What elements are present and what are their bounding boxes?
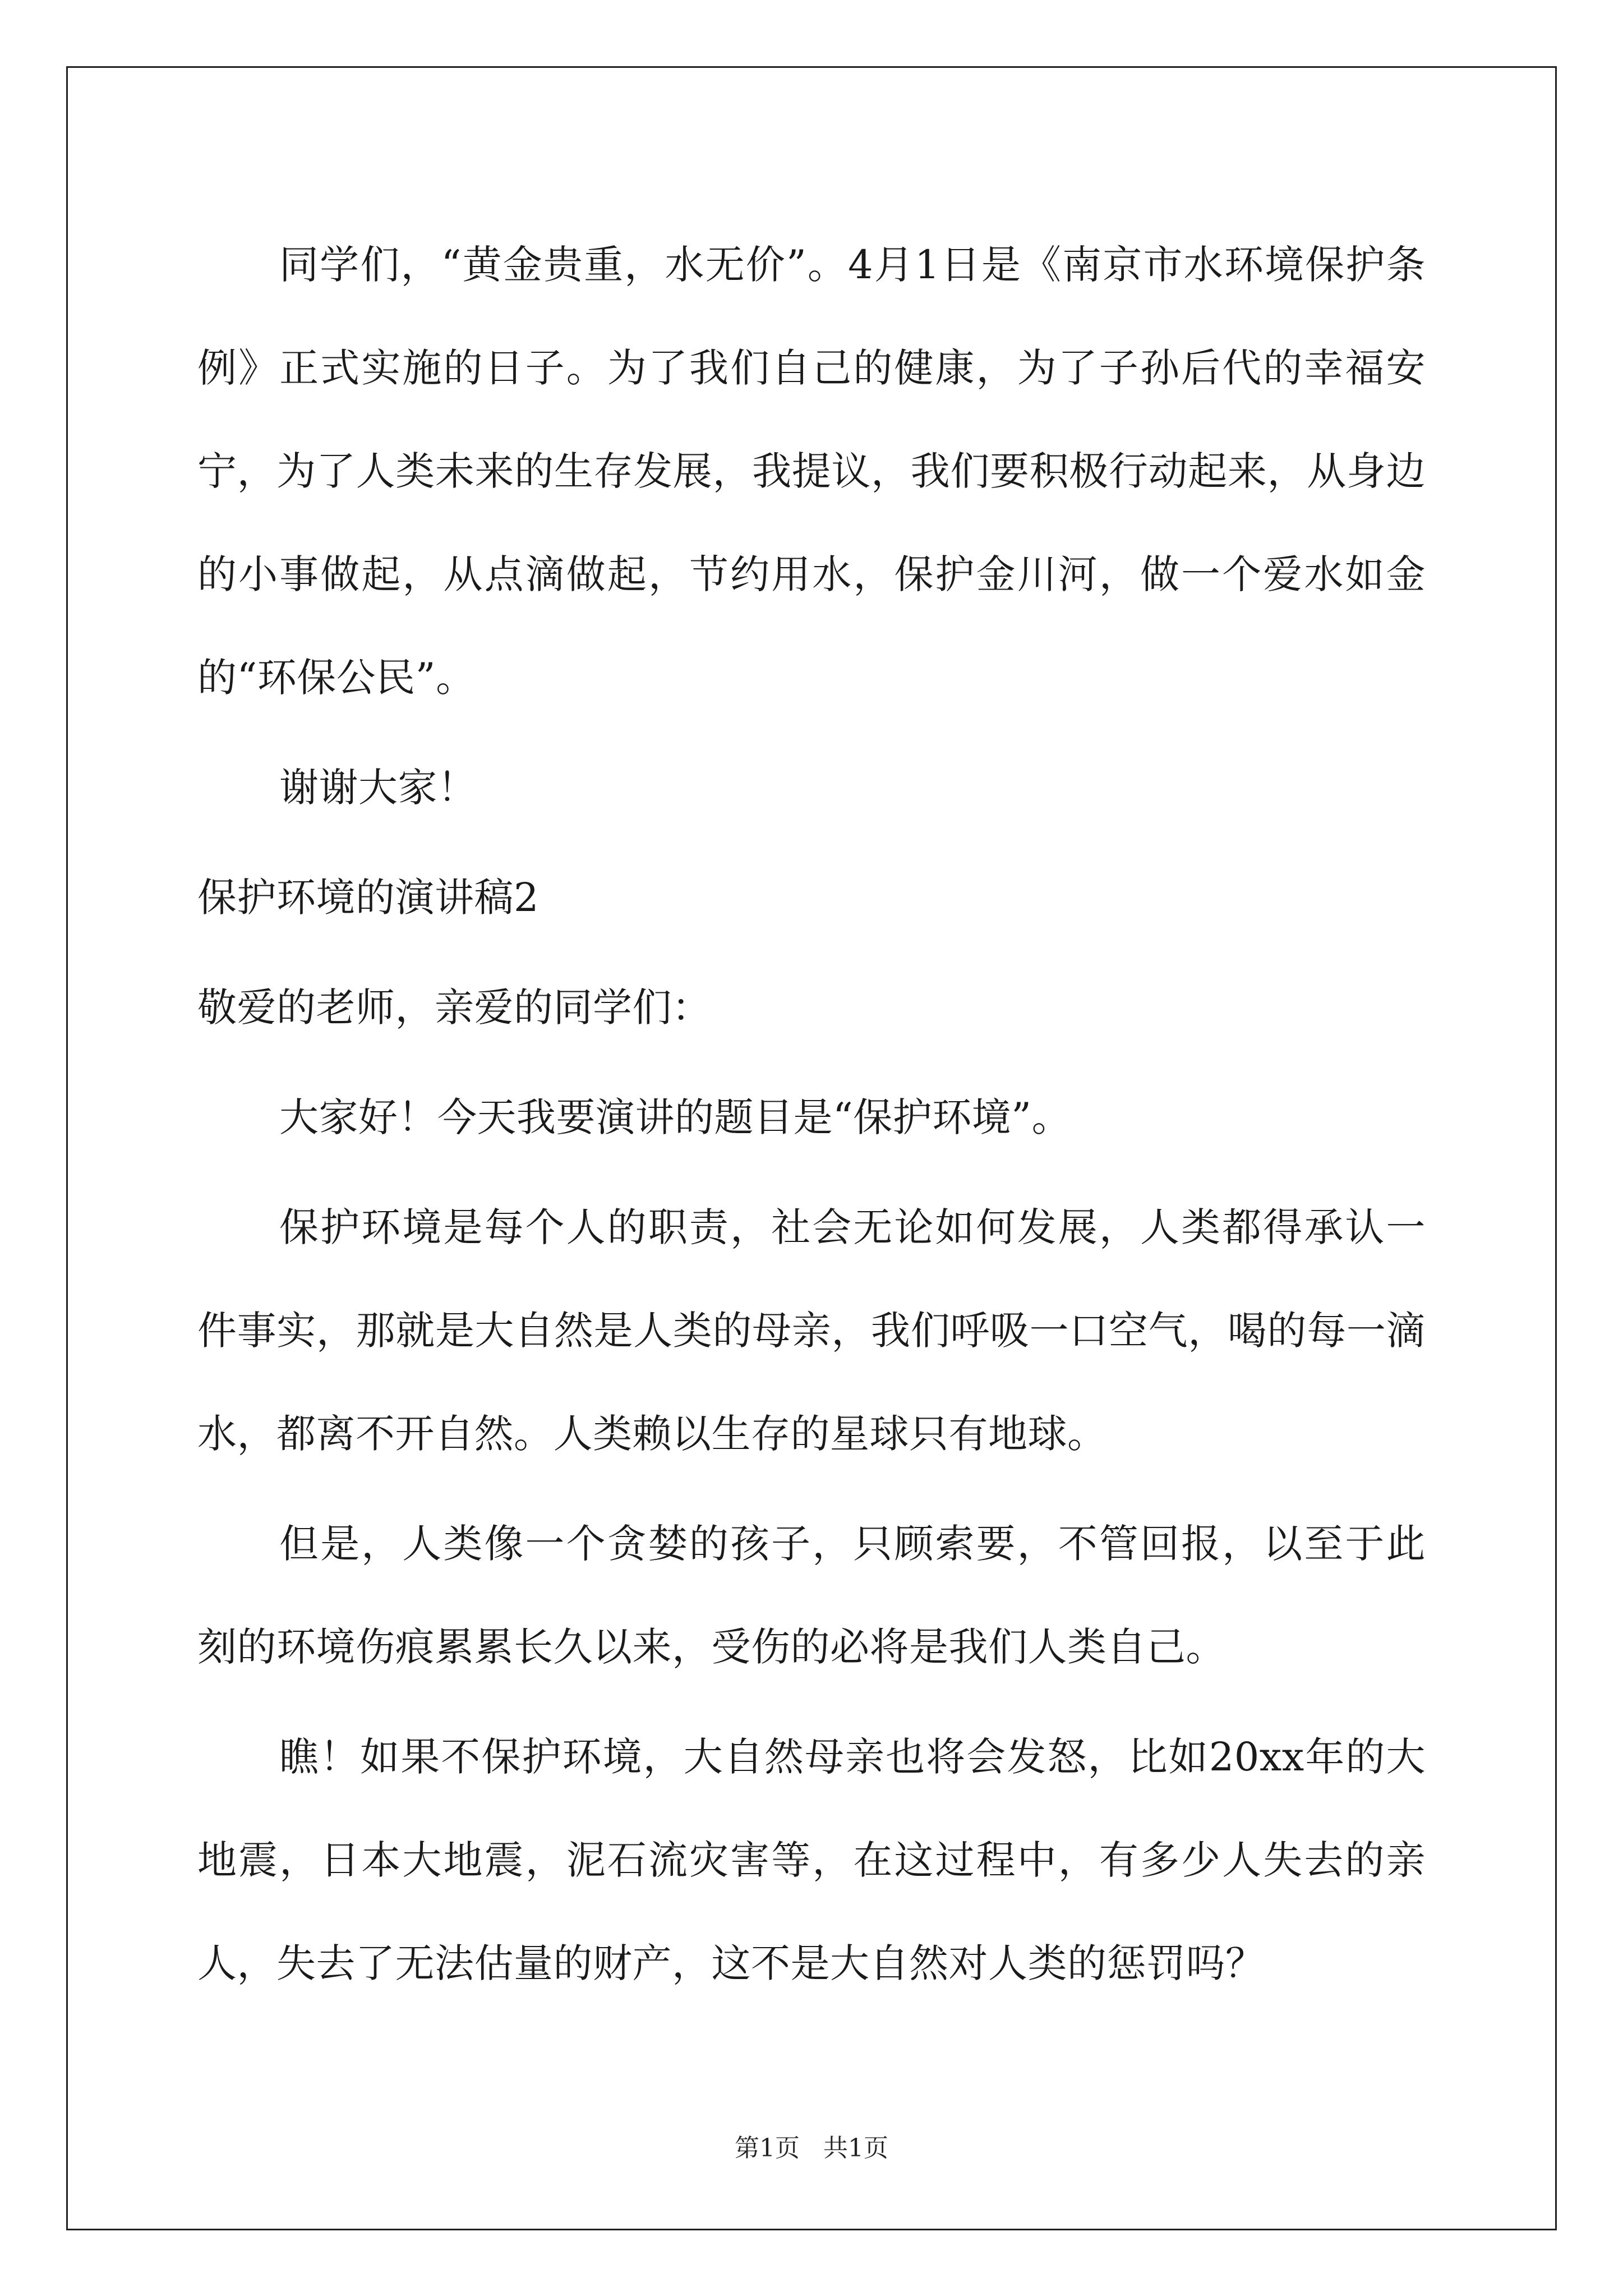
page-total: 共1页 — [823, 2134, 888, 2162]
page-number: 第1页 — [735, 2134, 800, 2162]
page-footer — [0, 2132, 1623, 2165]
paragraph-responsibility: 保护环境是每个人的职责，社会无论如何发展，人类都得承认一件事实，那就是大自然是人类的母亲，我们呼吸一口空气，喝的每一滴水，都离不开自然。人类赖以生存的星球只有地球。 — [197, 1204, 1426, 1457]
section-title: 保护环境的演讲稿2 — [197, 875, 540, 921]
salutation: 敬爱的老师，亲爱的同学们： — [197, 984, 712, 1030]
paragraph-conclusion: 同学们，“黄金贵重，水无价”。4月1日是《南京市水环境保护条例》正式实施的日子。为了我们自己的健康，为了子孙后代的幸福安宁，为了人类未来的生存发展，我提议，我们要积极行动起来，从身边的小事做起，从点滴做起，节约用水，保护金川河，做一个爱水如金的“环保公民”。 — [197, 242, 1426, 701]
paragraph-disasters: 瞧！如果不保护环境，大自然母亲也将会发怒，比如20xx年的大地震，日本大地震，泥石流灾害等，在这过程中，有多少人失去的亲人，失去了无法估量的财产，这不是大自然对人类的惩罚吗？ — [197, 1734, 1426, 1986]
paragraph-greedy-child: 但是，人类像一个贪婪的孩子，只顾索要，不管回报，以至于此刻的环境伤痕累累长久以来，受伤的必将是我们人类自己。 — [197, 1521, 1426, 1670]
paragraph-greeting: 大家好！今天我要演讲的题目是“保护环境”。 — [279, 1094, 1072, 1140]
paragraph-thanks: 谢谢大家！ — [279, 765, 477, 811]
document-body — [197, 213, 1426, 2015]
